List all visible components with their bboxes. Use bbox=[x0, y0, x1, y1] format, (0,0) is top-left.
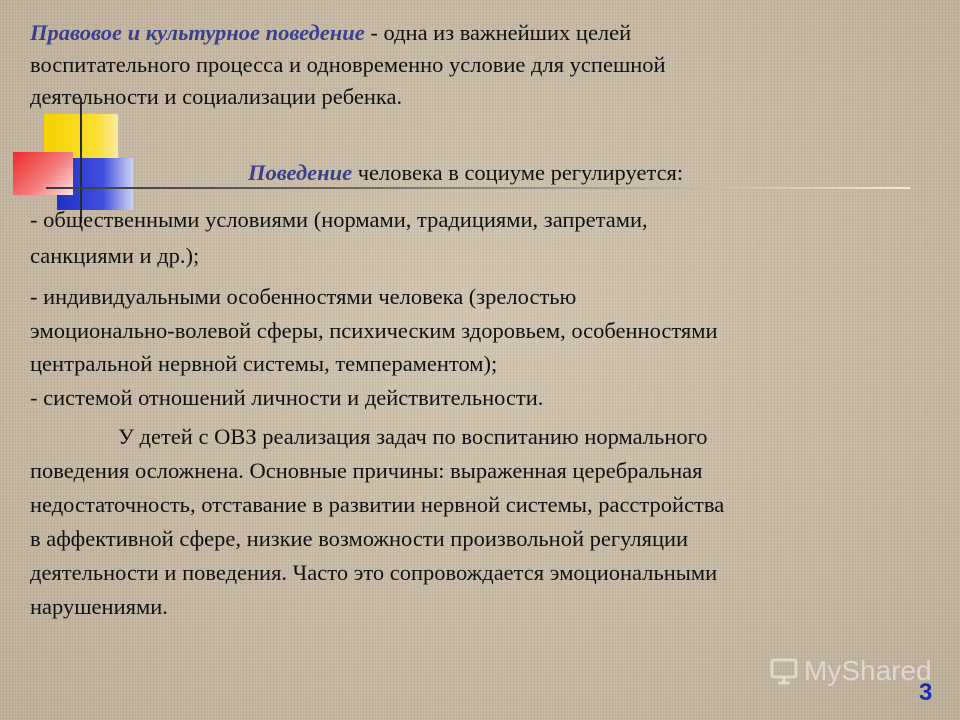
intro-line-1-rest: - одна из важнейших целей bbox=[364, 20, 632, 45]
list-items-individual-system bbox=[30, 280, 948, 414]
intro-line-2: воспитательного процесса и одновременно условие для успешной bbox=[30, 52, 666, 77]
intro-line-3: деятельности и социализации ребенка. bbox=[30, 84, 403, 109]
list-item-2-line-1: - индивидуальными особенностями человека (зрелостью bbox=[30, 284, 577, 309]
ovz-line-1: У детей с ОВЗ реализация задач по воспитанию нормального bbox=[118, 424, 708, 449]
intro-paragraph bbox=[30, 17, 948, 113]
page-number: 3 bbox=[919, 679, 933, 706]
watermark-text: MyShared bbox=[804, 655, 932, 686]
regulation-heading bbox=[30, 158, 948, 188]
list-item-3-line-1: - системой отношений личности и действительности. bbox=[30, 384, 544, 410]
ovz-line-3: недостаточность, отставание в развитии нервной системы, расстройства bbox=[30, 492, 725, 517]
list-item-1-line-1: - общественными условиями (нормами, традициями, запретами, bbox=[30, 207, 648, 232]
list-item-2-line-3: центральной нервной системы, темпераментом); bbox=[30, 351, 498, 376]
ovz-line-5: деятельности и поведения. Часто это сопровождается эмоциональными bbox=[30, 560, 718, 585]
ovz-line-2: поведения осложнена. Основные причины: выраженная церебральная bbox=[30, 458, 703, 483]
list-item-social bbox=[30, 202, 948, 274]
intro-term: Правовое и культурное поведение bbox=[30, 20, 365, 45]
intro-line-1 bbox=[30, 17, 948, 49]
ovz-paragraph bbox=[30, 420, 948, 624]
watermark bbox=[770, 655, 932, 687]
list-item-2-line-2: эмоционально-волевой сферы, психическим здоровьем, особенностями bbox=[30, 317, 718, 343]
regulation-line bbox=[30, 158, 948, 188]
regulation-rest: человека в социуме регулируется: bbox=[352, 160, 684, 185]
ovz-line-4: в аффективной сфере, низкие возможности произвольной регуляции bbox=[30, 526, 689, 551]
regulation-term: Поведение bbox=[248, 160, 353, 185]
list-item-1-line-2: санкциями и др.); bbox=[30, 243, 200, 268]
presentation-icon bbox=[770, 657, 798, 685]
ovz-line-6: нарушениями. bbox=[30, 594, 168, 619]
